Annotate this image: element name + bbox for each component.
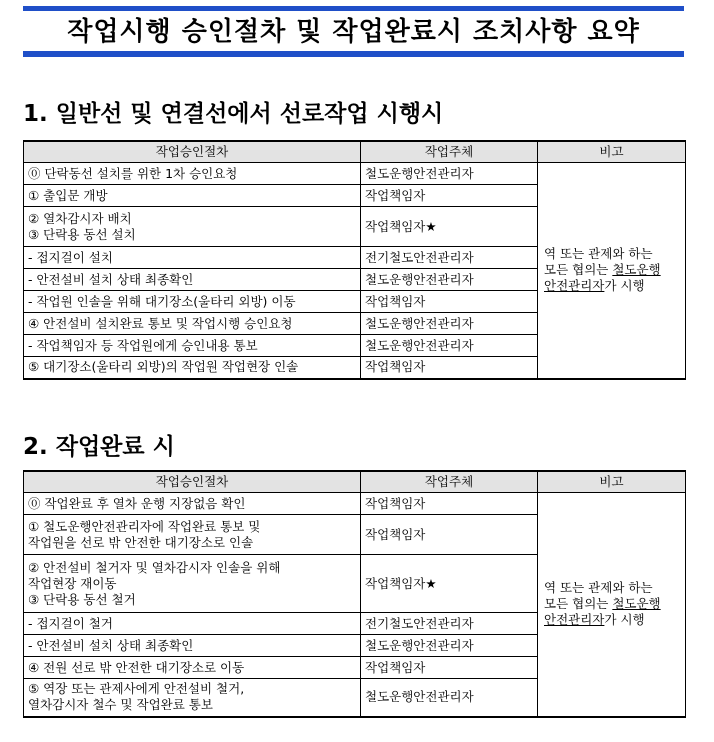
procedure-cell bbox=[24, 185, 361, 207]
procedure-line: ① 철도운행안전관리자에 작업완료 통보 및 bbox=[28, 518, 261, 534]
procedure-line: ⑤ 대기장소(울타리 외방)의 작업원 작업현장 인솔 bbox=[28, 359, 299, 375]
procedure-line: - 접지걸이 철거 bbox=[28, 615, 113, 631]
actor-cell: 작업책임자 bbox=[361, 185, 538, 207]
procedure-line: - 작업원 인솔을 위해 대기장소(울타리 외방) 이동 bbox=[28, 293, 296, 309]
section2-heading: 2. 작업완료 시 bbox=[23, 434, 175, 460]
actor-cell: 철도운행안전관리자 bbox=[361, 679, 538, 717]
actor-cell: 작업책임자 bbox=[361, 357, 538, 379]
table-header-row bbox=[24, 471, 686, 493]
actor-cell: 작업책임자 bbox=[361, 657, 538, 679]
procedure-line: - 안전설비 설치 상태 최종확인 bbox=[28, 271, 194, 287]
procedure-cell bbox=[24, 515, 361, 555]
remark-underlined: 철도운행 bbox=[612, 262, 661, 278]
actor-cell: 철도운행안전관리자 bbox=[361, 163, 538, 185]
procedure-line: ④ 안전설비 설치완료 통보 및 작업시행 승인요청 bbox=[28, 315, 293, 331]
procedure-cell bbox=[24, 247, 361, 269]
procedure-cell bbox=[24, 269, 361, 291]
procedure-line: 작업현장 재이동 bbox=[28, 575, 117, 591]
actor-cell: 철도운행안전관리자 bbox=[361, 269, 538, 291]
header-remark: 비고 bbox=[538, 471, 686, 493]
actor-cell: 작업책임자 bbox=[361, 515, 538, 555]
header-actor: 작업주체 bbox=[361, 141, 538, 163]
table-header-row bbox=[24, 141, 686, 163]
title-banner bbox=[23, 6, 684, 57]
procedure-line: ⑤ 역장 또는 관제사에게 안전설비 철거, bbox=[28, 681, 245, 697]
actor-cell: 철도운행안전관리자 bbox=[361, 335, 538, 357]
procedure-cell bbox=[24, 291, 361, 313]
actor-cell: 작업책임자★ bbox=[361, 207, 538, 247]
actor-cell: 작업책임자 bbox=[361, 291, 538, 313]
remark-text: 가 시행 bbox=[604, 612, 645, 628]
procedure-line: - 접지걸이 설치 bbox=[28, 249, 113, 265]
procedure-line: ① 출입문 개방 bbox=[28, 187, 108, 203]
procedure-cell bbox=[24, 357, 361, 379]
remark-cell bbox=[538, 163, 686, 379]
page-title: 작업시행 승인절차 및 작업완료시 조치사항 요약 bbox=[67, 17, 640, 47]
procedure-cell bbox=[24, 493, 361, 515]
procedure-line: ⓪ 작업완료 후 열차 운행 지장없음 확인 bbox=[28, 495, 246, 511]
actor-cell: 작업책임자★ bbox=[361, 555, 538, 613]
header-actor: 작업주체 bbox=[361, 471, 538, 493]
procedure-cell bbox=[24, 555, 361, 613]
procedure-line: - 작업책임자 등 작업원에게 승인내용 통보 bbox=[28, 337, 258, 353]
remark-underlined: 안전관리자 bbox=[544, 612, 605, 628]
actor-cell: 철도운행안전관리자 bbox=[361, 635, 538, 657]
procedure-cell bbox=[24, 207, 361, 247]
procedure-line: ② 안전설비 철거자 및 열차감시자 인솔을 위해 bbox=[28, 559, 281, 575]
header-remark: 비고 bbox=[538, 141, 686, 163]
section1-table bbox=[23, 140, 686, 380]
remark-text: 모든 협의는 bbox=[544, 596, 613, 612]
procedure-line: 작업원을 선로 밖 안전한 대기장소로 인솔 bbox=[28, 534, 254, 550]
table-row bbox=[24, 163, 686, 185]
actor-cell: 작업책임자 bbox=[361, 493, 538, 515]
section1-heading: 1. 일반선 및 연결선에서 선로작업 시행시 bbox=[23, 101, 444, 127]
remark-underlined: 철도운행 bbox=[612, 596, 661, 612]
procedure-cell bbox=[24, 657, 361, 679]
procedure-line: ③ 단락용 동선 철거 bbox=[28, 591, 136, 607]
table-row bbox=[24, 493, 686, 515]
remark-underlined: 안전관리자 bbox=[544, 278, 605, 294]
actor-cell: 전기철도안전관리자 bbox=[361, 613, 538, 635]
section2-table bbox=[23, 470, 686, 718]
title-bottom-rule bbox=[23, 51, 684, 57]
remark-text: 역 또는 관제와 하는 bbox=[544, 580, 653, 596]
actor-cell: 전기철도안전관리자 bbox=[361, 247, 538, 269]
title-top-rule bbox=[23, 6, 684, 11]
actor-cell: 철도운행안전관리자 bbox=[361, 313, 538, 335]
procedure-cell bbox=[24, 335, 361, 357]
procedure-cell bbox=[24, 613, 361, 635]
procedure-line: ④ 전원 선로 밖 안전한 대기장소로 이동 bbox=[28, 659, 245, 675]
procedure-line: - 안전설비 설치 상태 최종확인 bbox=[28, 637, 194, 653]
procedure-line: ⓪ 단락동선 설치를 위한 1차 승인요청 bbox=[28, 165, 238, 181]
header-procedure: 작업승인절차 bbox=[24, 141, 361, 163]
procedure-cell bbox=[24, 163, 361, 185]
header-procedure: 작업승인절차 bbox=[24, 471, 361, 493]
procedure-line: 열차감시자 철수 및 작업완료 통보 bbox=[28, 697, 213, 713]
procedure-cell bbox=[24, 679, 361, 717]
procedure-line: ② 열차감시자 배치 bbox=[28, 210, 132, 226]
remark-text: 모든 협의는 bbox=[544, 262, 613, 278]
remark-text: 역 또는 관제와 하는 bbox=[544, 246, 653, 262]
remark-cell bbox=[538, 493, 686, 717]
procedure-line: ③ 단락용 동선 설치 bbox=[28, 226, 136, 242]
remark-text: 가 시행 bbox=[604, 278, 645, 294]
procedure-cell bbox=[24, 635, 361, 657]
procedure-cell bbox=[24, 313, 361, 335]
